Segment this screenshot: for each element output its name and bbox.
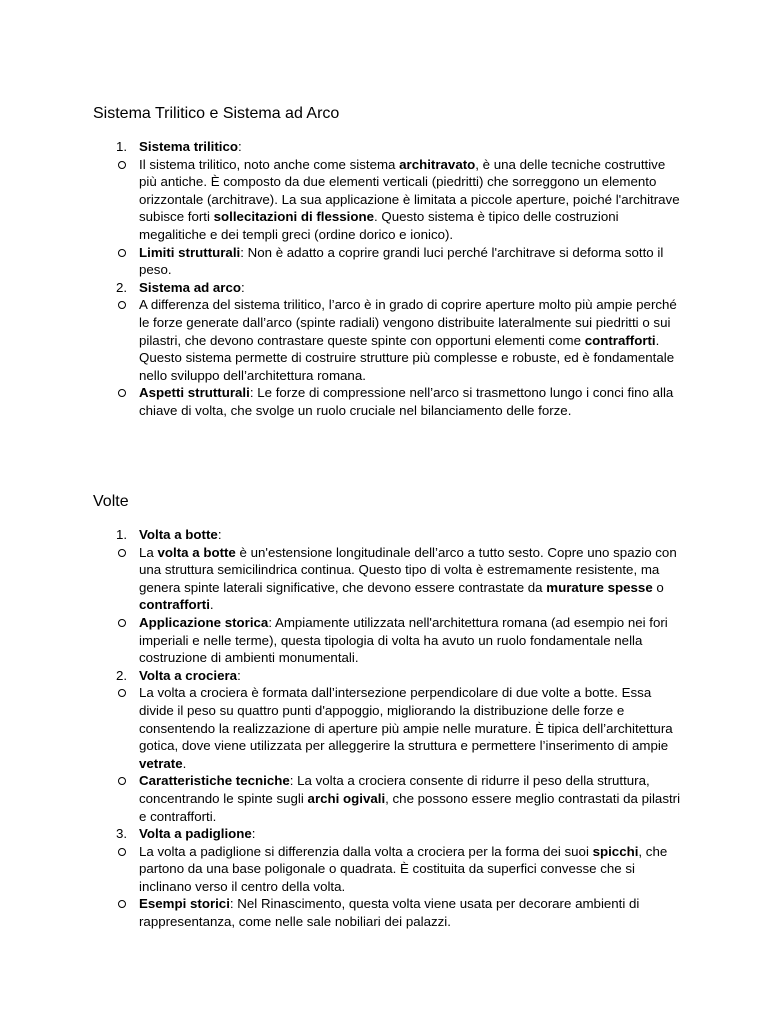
bold-term: sollecitazioni di flessione	[213, 209, 374, 225]
bullet-text	[139, 244, 683, 279]
bullet-item	[47, 296, 683, 384]
bullet-item	[47, 895, 683, 930]
hollow-circle-bullet-icon	[118, 848, 126, 856]
bullet-text	[139, 843, 683, 896]
list-item-suffix: :	[241, 279, 245, 295]
bullet-item	[47, 244, 683, 279]
bullet-text	[139, 156, 683, 244]
bullet-text	[139, 895, 683, 930]
section-heading: Volte	[93, 493, 129, 510]
list-item	[93, 526, 683, 544]
bold-term: Aspetti strutturali	[139, 385, 250, 401]
list-item-title: Sistema trilitico	[139, 139, 239, 154]
bold-term: Esempi storici	[139, 896, 230, 912]
bullet-text	[139, 296, 683, 384]
list-item	[93, 138, 683, 156]
bullet-item	[47, 843, 683, 896]
text-run: : Ampiamente utilizzata nell'architettura romana (ad esempio nei fori imperiali e nelle terme), questa tipologia di volta ha avuto un ruolo fondamentale nella costruzione di ambienti monumentali.	[139, 614, 668, 666]
text-run: è un'estensione longitudinale dell’arco a tutto sesto. Copre uno spazio con una struttura semicilindrica continua. Questo tipo di volta è estremamente resistente, ma genera spinte laterali significative, che devono essere contrastate da	[139, 544, 677, 595]
text-run: o	[652, 579, 664, 595]
list-item	[93, 667, 683, 685]
numbered-list	[93, 526, 683, 931]
text-run: La volta a crociera è formata dall’intersezione perpendicolare di due volte a botte. Essa divide il peso su quattro punti d'appoggio, migliorando la distribuzione delle forze e consentendo la realizzazione di aperture più ampie nelle murature. È tipica dell’architettura gotica, dove viene utilizzata per alleggerire la struttura e permettere l’inserimento di ampie	[139, 685, 673, 754]
bold-term: murature spesse	[546, 579, 653, 595]
text-run: : Nel Rinascimento, questa volta viene usata per decorare ambienti di rappresentanza, come nelle sale nobiliari dei palazzi.	[139, 896, 640, 930]
bullet-text	[139, 384, 683, 419]
bullet-item	[47, 614, 683, 667]
text-run: , che partono da una base poligonale o quadrata. È costituita da superfici convesse che si inclinano verso il centro della volta.	[139, 843, 668, 894]
list-item-suffix: :	[217, 527, 222, 542]
bold-term: volta a botte	[157, 544, 236, 560]
text-run: La	[139, 544, 158, 560]
bullet-text	[139, 772, 683, 825]
text-run: .	[209, 597, 214, 613]
text-run: . Questo sistema permette di costruire strutture più complesse e robuste, ed è fondamentale nello sviluppo dell’architettura romana.	[139, 332, 675, 383]
section-volte	[93, 491, 683, 931]
list-item-suffix: :	[251, 826, 256, 842]
hollow-circle-bullet-icon	[118, 161, 126, 169]
text-run: : Le forze di compressione nell’arco si trasmettono lungo i conci fino alla chiave di volta, che svolge un ruolo cruciale nel bilanciamento delle forze.	[139, 385, 674, 418]
bold-term: contrafforti	[584, 332, 656, 348]
hollow-circle-bullet-icon	[118, 619, 126, 627]
text-run: : La volta a crociera consente di ridurre il peso della struttura, concentrando le spinte sugli	[139, 773, 650, 806]
list-item-suffix: :	[237, 667, 241, 683]
hollow-circle-bullet-icon	[118, 900, 126, 908]
list-number: 1.	[116, 139, 128, 154]
bold-term: contrafforti	[139, 597, 210, 613]
section-sistema-trilitico-arco	[93, 103, 683, 420]
list-item-title: Sistema ad arco	[139, 279, 241, 295]
text-run: Il sistema trilitico, noto anche come sistema	[139, 156, 400, 172]
bullet-item	[47, 772, 683, 825]
hollow-circle-bullet-icon	[118, 249, 126, 257]
hollow-circle-bullet-icon	[118, 689, 126, 697]
bold-term: Caratteristiche tecniche	[139, 773, 290, 789]
bold-term: Applicazione storica	[139, 614, 269, 630]
text-run: La volta a padiglione si differenzia dalla volta a crociera per la forma dei suoi	[139, 843, 593, 859]
bold-term: Limiti strutturali	[139, 244, 241, 260]
list-number: 2.	[116, 667, 128, 683]
hollow-circle-bullet-icon	[118, 301, 126, 309]
list-item-title: Volta a padiglione	[139, 826, 252, 842]
bold-term: vetrate	[139, 755, 183, 771]
text-run: A differenza del sistema trilitico, l’arco è in grado di coprire aperture molto più ampie perché le forze generate dall’arco (spinte radiali) vengono distribuite lateralmente sui piedritti o sui pilastri, che devono contrastare queste spinte con opportuni elementi come	[139, 297, 677, 348]
bullet-text	[139, 684, 683, 772]
text-run: : Non è adatto a coprire grandi luci perché l'architrave si deforma sotto il peso.	[139, 244, 664, 278]
bullet-item	[47, 684, 683, 772]
bullet-item	[47, 384, 683, 419]
list-number: 3.	[116, 826, 128, 842]
text-run: .	[182, 755, 187, 771]
bullet-item	[47, 156, 683, 244]
text-run: , che possono essere meglio contrastati da pilastri e contrafforti.	[139, 790, 681, 824]
bullet-text	[139, 544, 683, 614]
list-item-suffix: :	[238, 139, 242, 154]
bold-term: spicchi	[592, 843, 639, 859]
numbered-list	[93, 138, 683, 420]
bullet-text	[139, 614, 683, 667]
text-run: , è una delle tecniche costruttive più antiche. È composto da due elementi verticali (piedritti) che sorreggono un elemento orizzontale (architrave). La sua applicazione è limitata a piccole aperture, poiché l'architrave subisce forti	[139, 156, 680, 225]
hollow-circle-bullet-icon	[118, 549, 126, 557]
bold-term: architravato	[399, 156, 476, 172]
list-item-title: Volta a crociera	[139, 667, 238, 683]
list-number: 1.	[116, 527, 128, 542]
bold-term: archi ogivali	[307, 790, 386, 806]
hollow-circle-bullet-icon	[118, 777, 126, 785]
text-run: . Questo sistema è tipico delle costruzioni megalitiche e dei templi greci (ordine dorico e ionico).	[139, 209, 619, 242]
list-item	[93, 825, 683, 843]
list-number: 2.	[116, 279, 128, 295]
bullet-item	[47, 544, 683, 614]
section-heading: Sistema Trilitico e Sistema ad Arco	[93, 105, 340, 122]
hollow-circle-bullet-icon	[118, 389, 126, 397]
list-item	[93, 279, 683, 297]
list-item-title: Volta a botte	[139, 527, 218, 542]
